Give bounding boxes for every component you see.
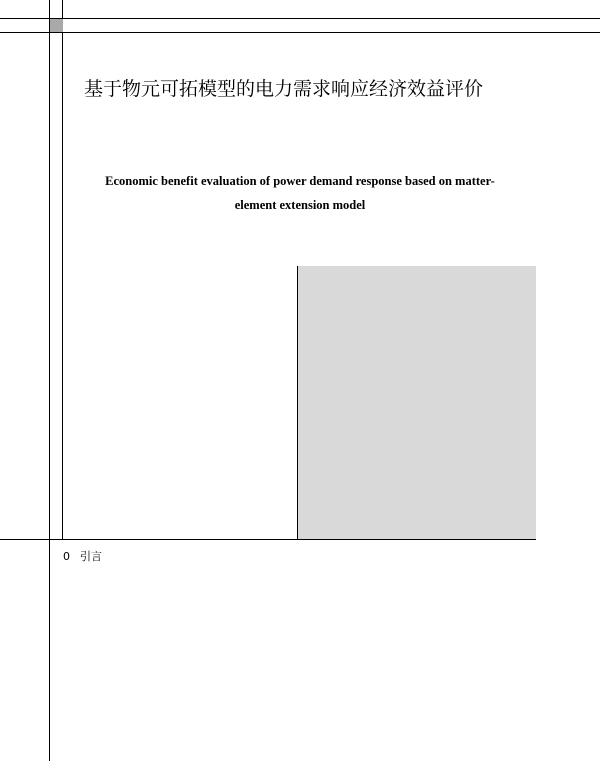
box-divider-rule xyxy=(297,266,298,539)
abstract-box-left xyxy=(63,266,298,539)
box-bottom-rule xyxy=(0,539,536,540)
english-title: Economic benefit evaluation of power demand response based on matter-element extension model xyxy=(105,174,495,212)
top-rule xyxy=(0,18,600,19)
abstract-box-right xyxy=(298,266,536,539)
page-title: 基于物元可拓模型的电力需求响应经济效益评价 xyxy=(84,78,484,100)
registration-marker xyxy=(50,19,63,32)
header-rule xyxy=(0,32,600,33)
section-heading xyxy=(63,550,102,564)
section-number: 0 xyxy=(63,550,70,563)
outer-margin-rule xyxy=(49,0,50,761)
section-title: 引言 xyxy=(80,550,102,563)
